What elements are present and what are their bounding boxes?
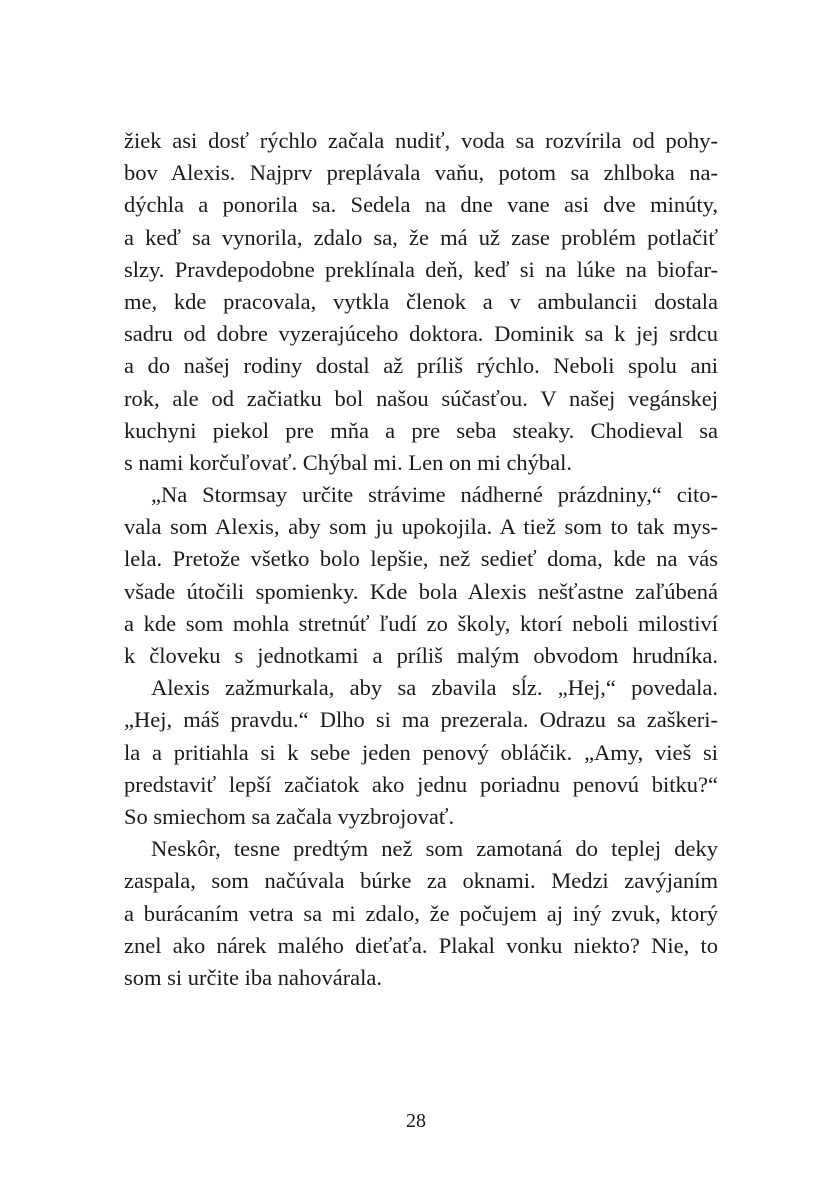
text-line: a kde som mohla stretnúť ľudí zo školy, ktorí neboli milostiví	[124, 610, 718, 636]
text-line: žiek asi dosť rýchlo začala nudiť, voda sa rozvírila od pohy-	[124, 128, 718, 153]
text-line: vala som Alexis, aby som ju upokojila. A tiež som to tak mys-	[124, 514, 718, 540]
paragraph-3	[124, 672, 718, 833]
text-line: a do našej rodiny dostal až príliš rýchlo. Neboli spolu ani	[124, 353, 718, 379]
text-line: rok, ale od začiatku bol našou súčasťou. V našej vegánskej	[124, 385, 718, 411]
text-line: slzy. Pravdepodobne preklínala deň, keď si na lúke na biofar-	[124, 256, 718, 282]
text-line: bov Alexis. Najprv preplávala vaňu, potom sa zhlboka na-	[124, 160, 718, 186]
text-line: lela. Pretože všetko bolo lepšie, než sedieť doma, kde na vás	[124, 546, 718, 572]
text-line: k človeku s jednotkami a príliš malým obvodom hrudníka.	[124, 643, 718, 668]
text-line: znel ako nárek malého dieťaťa. Plakal vonku niekto? Nie, to	[124, 932, 718, 958]
text-line: dýchla a ponorila sa. Sedela na dne vane asi dve minúty,	[124, 192, 718, 218]
text-line: som si určite iba nahovárala.	[124, 964, 383, 990]
text-line: s nami korčuľovať. Chýbal mi. Len on mi chýbal.	[124, 449, 573, 475]
text-line: zaspala, som načúvala búrke za oknami. Medzi zavýjaním	[124, 868, 718, 894]
text-line: a burácaním vetra sa mi zdalo, že počujem aj iný zvuk, ktorý	[124, 900, 718, 926]
text-line: Alexis zažmurkala, aby sa zbavila sĺz. „Hej,“ povedala.	[151, 675, 718, 701]
paragraph-2	[124, 479, 718, 672]
paragraph-1	[124, 125, 718, 479]
text-line: Neskôr, tesne predtým než som zamotaná do teplej deky	[151, 836, 718, 862]
text-line: „Na Stormsay určite strávime nádherné prázdniny,“ cito-	[151, 482, 718, 508]
text-line: všade útočili spomienky. Kde bola Alexis nešťastne zaľúbená	[124, 578, 718, 604]
text-line: la a pritiahla si k sebe jeden penový obláčik. „Amy, vieš si	[124, 739, 718, 765]
text-line: me, kde pracovala, vytkla členok a v ambulancii dostala	[124, 288, 718, 314]
text-line: So smiechom sa začala vyzbrojovať.	[124, 803, 455, 829]
page-number: 28	[406, 1110, 426, 1132]
text-line: „Hej, máš pravdu.“ Dlho si ma prezerala. Odrazu sa zaškeri-	[124, 707, 718, 733]
text-line: a keď sa vynorila, zdalo sa, že má už zase problém potlačiť	[124, 224, 718, 250]
text-line: kuchyni piekol pre mňa a pre seba steaky. Chodieval sa	[124, 417, 718, 443]
body-text	[124, 125, 718, 994]
paragraph-4	[124, 833, 718, 994]
text-line: sadru od dobre vyzerajúceho doktora. Dominik sa k jej srdcu	[124, 321, 718, 347]
text-line: predstaviť lepší začiatok ako jednu poriadnu penovú bitku?“	[124, 771, 718, 797]
